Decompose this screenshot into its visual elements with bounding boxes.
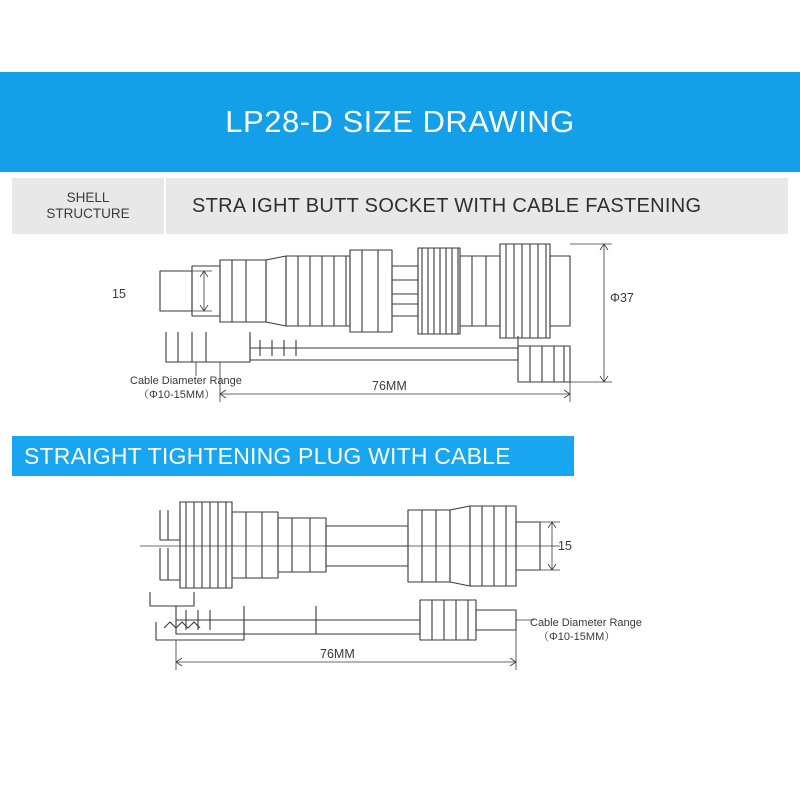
socket-note-line1: Cable Diameter Range [130,375,242,387]
straight-tightening-plug-drawing [120,488,740,688]
shell-structure-label-line2: STRUCTURE [46,206,130,221]
socket-dim-length: 76MM [372,379,407,393]
shell-structure-value: STRA IGHT BUTT SOCKET WITH CABLE FASTENING [192,194,702,217]
plug-note-line2: （Φ10-15MM） [538,631,616,643]
shell-structure-label-line1: SHELL [66,190,110,206]
plug-note-line1: Cable Diameter Range [530,617,642,629]
section-banner-text: STRAIGHT TIGHTENING PLUG WITH CABLE [24,442,511,469]
title-band [0,72,800,172]
socket-dim-diameter: Φ37 [610,291,634,305]
page-title: LP28-D SIZE DRAWING [225,104,575,139]
shell-structure-label [12,178,166,234]
straight-butt-socket-drawing [100,236,740,426]
section-banner [12,436,574,476]
shell-structure-row [12,178,788,234]
socket-dim-flange-height: 15 [112,287,126,301]
plug-dim-length: 76MM [320,647,355,661]
plug-dim-flange-height: 15 [558,539,572,553]
socket-note-line2: （Φ10-15MM） [138,389,216,401]
